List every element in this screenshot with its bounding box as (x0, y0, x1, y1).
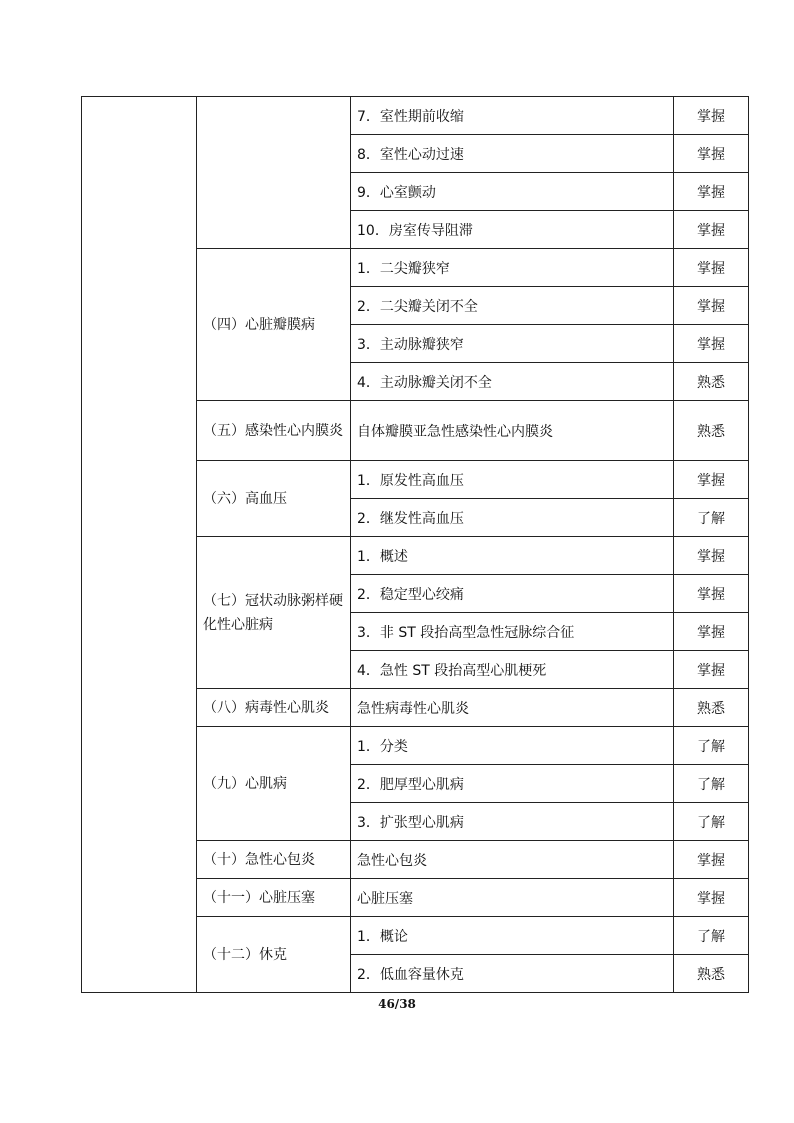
level-cell: 掌握 (674, 651, 749, 689)
topic-cell: （四）心脏瓣膜病 (197, 249, 351, 401)
level-cell: 掌握 (674, 325, 749, 363)
topic-cell: （九）心肌病 (197, 727, 351, 841)
level-cell: 掌握 (674, 841, 749, 879)
item-cell: 9．心室颤动 (351, 173, 674, 211)
topic-cell: （十二）休克 (197, 917, 351, 993)
item-cell: 3．非 ST 段抬高型急性冠脉综合征 (351, 613, 674, 651)
level-cell: 掌握 (674, 575, 749, 613)
level-cell: 了解 (674, 765, 749, 803)
item-cell: 1．概论 (351, 917, 674, 955)
level-cell: 了解 (674, 803, 749, 841)
level-cell: 掌握 (674, 211, 749, 249)
item-cell: 2．低血容量休克 (351, 955, 674, 993)
item-cell: 8．室性心动过速 (351, 135, 674, 173)
topic-cell: （七）冠状动脉粥样硬化性心脏病 (197, 537, 351, 689)
item-cell: 3．主动脉瓣狭窄 (351, 325, 674, 363)
level-cell: 熟悉 (674, 689, 749, 727)
item-cell: 1．二尖瓣狭窄 (351, 249, 674, 287)
table-row (82, 97, 749, 135)
level-cell: 了解 (674, 727, 749, 765)
page-number: 46/38 (378, 997, 416, 1011)
item-cell: 4．急性 ST 段抬高型心肌梗死 (351, 651, 674, 689)
topic-cell: （八）病毒性心肌炎 (197, 689, 351, 727)
item-cell: 2．继发性高血压 (351, 499, 674, 537)
level-cell: 掌握 (674, 249, 749, 287)
level-cell: 掌握 (674, 613, 749, 651)
item-cell: 自体瓣膜亚急性感染性心内膜炎 (351, 401, 674, 461)
item-cell: 10．房室传导阻滞 (351, 211, 674, 249)
level-cell: 掌握 (674, 135, 749, 173)
topic-cell: （六）高血压 (197, 461, 351, 537)
item-cell: 心脏压塞 (351, 879, 674, 917)
item-cell: 急性病毒性心肌炎 (351, 689, 674, 727)
item-cell: 4．主动脉瓣关闭不全 (351, 363, 674, 401)
unit-cell (82, 97, 197, 993)
item-cell: 3．扩张型心肌病 (351, 803, 674, 841)
item-cell: 1．概述 (351, 537, 674, 575)
level-cell: 掌握 (674, 173, 749, 211)
item-cell: 2．二尖瓣关闭不全 (351, 287, 674, 325)
syllabus-table-body (82, 97, 749, 993)
level-cell: 熟悉 (674, 363, 749, 401)
topic-cell: （十）急性心包炎 (197, 841, 351, 879)
item-cell: 2．稳定型心绞痛 (351, 575, 674, 613)
level-cell: 了解 (674, 917, 749, 955)
syllabus-table (81, 96, 749, 993)
item-cell: 7．室性期前收缩 (351, 97, 674, 135)
level-cell: 掌握 (674, 97, 749, 135)
level-cell: 掌握 (674, 537, 749, 575)
item-cell: 1．分类 (351, 727, 674, 765)
level-cell: 了解 (674, 499, 749, 537)
item-cell: 1．原发性高血压 (351, 461, 674, 499)
level-cell: 熟悉 (674, 955, 749, 993)
topic-cell: （十一）心脏压塞 (197, 879, 351, 917)
level-cell: 掌握 (674, 461, 749, 499)
level-cell: 熟悉 (674, 401, 749, 461)
item-cell: 2．肥厚型心肌病 (351, 765, 674, 803)
item-cell: 急性心包炎 (351, 841, 674, 879)
topic-cell: （五）感染性心内膜炎 (197, 401, 351, 461)
topic-cell (197, 97, 351, 249)
level-cell: 掌握 (674, 287, 749, 325)
level-cell: 掌握 (674, 879, 749, 917)
